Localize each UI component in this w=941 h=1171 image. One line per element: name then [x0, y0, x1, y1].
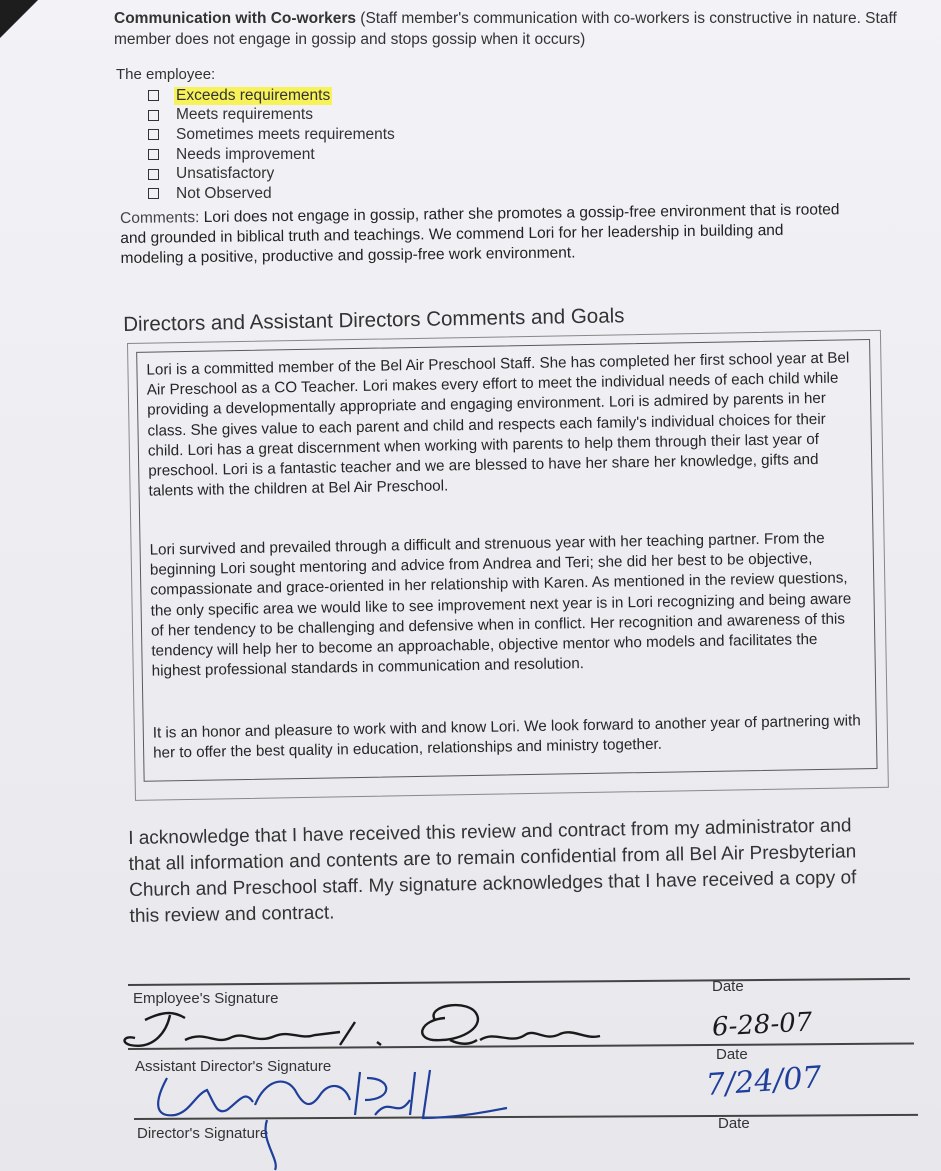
comments-label: Comments:	[120, 209, 200, 227]
assistant-director-signature-date: 7/24/07	[704, 1060, 823, 1103]
rating-option[interactable]	[148, 86, 395, 106]
section-heading	[114, 8, 914, 50]
comments	[120, 200, 851, 269]
employee-signature-label: Employee's Signature	[133, 990, 279, 1007]
directors-comments-box	[136, 339, 877, 782]
employee-signature-line	[128, 978, 910, 986]
date-label: Date	[718, 1115, 750, 1132]
rating-option[interactable]	[148, 184, 395, 204]
assistant-director-signature-label: Assistant Director's Signature	[135, 1058, 332, 1075]
comments-text: Lori does not engage in gossip, rather she promotes a gossip-free environment that is rooted and grounded in biblical truth and teachings. We commend Lori for her leadership in building and modeling a positive, productive and gossip-free work environment.	[120, 201, 840, 267]
rating-option-label: Meets requirements	[176, 106, 313, 124]
acknowledgement-text: I acknowledge that I have received this review and contract from my administrator and that all information and contents are to remain confidential from all Bel Air Presbyterian Church and Preschool staff. My signature acknowledges that I have received a copy of this review and contract.	[128, 815, 857, 927]
employee-signature-date: 6-28-07	[711, 1007, 813, 1043]
rating-option[interactable]	[148, 125, 395, 145]
date-label: Date	[716, 1046, 748, 1063]
directors-comments-title: Directors and Assistant Directors Comments and Goals	[123, 304, 625, 336]
employee-label: The employee:	[116, 66, 216, 83]
checkbox-icon[interactable]	[148, 169, 159, 180]
rating-option-label: Exceeds requirements	[176, 86, 331, 104]
rating-option-label: Not Observed	[176, 184, 272, 202]
rating-option[interactable]	[148, 164, 395, 184]
checkbox-icon[interactable]	[148, 188, 159, 199]
date-label: Date	[712, 978, 744, 995]
rating-option-label: Sometimes meets requirements	[176, 125, 395, 143]
rating-option-label: Needs improvement	[176, 145, 315, 163]
directors-paragraph: Lori is a committed member of the Bel Air Preschool Staff. She has completed her first school year at Bel Air Preschool as a CO Teacher. Lori makes every effort to meet the individual needs of each child while providing a developmentally appropriate and engaging environment. Lori is admired by parents in her class. She gives value to each parent and child and respects each family's individual choices for their child. Lori has a great discernment when working with parents to help them through their last year of preschool. Lori is a fantastic teacher and we are blessed to have her share her knowledge, gifts and talents with the children at Bel Air Preschool.	[146, 349, 850, 500]
directors-paragraph: Lori survived and prevailed through a difficult and strenuous year with her teaching partner. From the beginning Lori sought mentoring and advice from Andrea and Teri; she did her best to be objective, compassionate and grace-oriented in her relationship with Karen. As mentioned in the review questions, the only specific area we would like to see improvement next year is in Lori recognizing and being aware of her tendency to be challenging and defensive when in conflict. Her recognition and awareness of this tendency will help her to become an approachable, objective mentor who models and facilitates the highest professional standards in communication and resolution.	[149, 529, 852, 680]
checkbox-icon[interactable]	[148, 110, 159, 121]
rating-options	[148, 86, 395, 204]
checkbox-icon[interactable]	[148, 149, 159, 160]
section-description: (Staff member's communication with co-workers is constructive in nature. Staff member does not engage in gossip and stops gossip when it occurs)	[114, 10, 897, 48]
rating-option-label: Unsatisfactory	[176, 165, 275, 183]
rating-option[interactable]	[148, 145, 395, 165]
checkbox-icon[interactable]	[148, 90, 159, 101]
directors-comments-frame	[127, 330, 889, 801]
page-corner-shadow	[0, 0, 38, 38]
rating-option[interactable]	[148, 106, 395, 126]
directors-paragraph: It is an honor and pleasure to work with and know Lori. We look forward to another year of partnering with her to offer the best quality in education, relationships and ministry together.	[152, 712, 861, 762]
section-title: Communication with Co-workers	[114, 10, 356, 27]
checkbox-icon[interactable]	[148, 129, 159, 140]
director-signature-label: Director's Signature	[137, 1125, 269, 1142]
assistant-director-handwritten-signature	[135, 1060, 535, 1171]
